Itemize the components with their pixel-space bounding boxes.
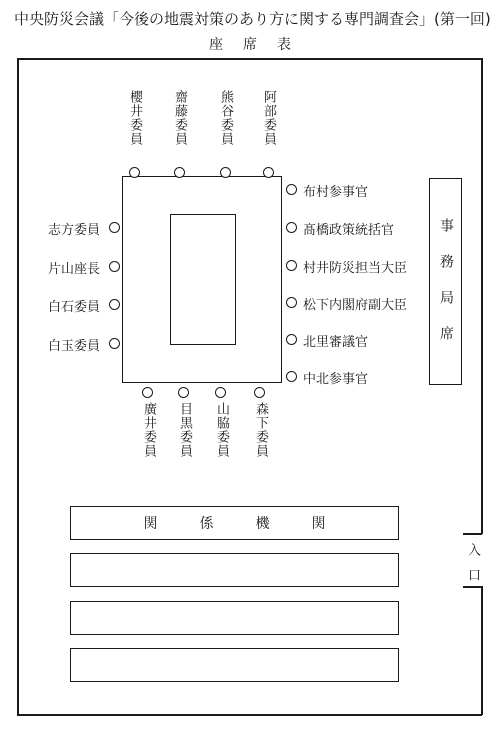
seat-label-hiroi: 廣井委員 [141,402,156,458]
seat-marker [109,261,120,272]
page-subtitle: 座席表 [209,37,311,53]
secretariat-label: 事務局席 [438,218,454,362]
seat-label-takahashi: 髙橋政策統括官 [303,223,395,238]
seat-label-matsushita: 松下内閣府副大臣 [303,298,408,313]
related-org-label: 関係機関 [143,516,368,532]
seat-label-abe: 阿部委員 [261,90,276,146]
seat-marker [286,222,297,233]
related-org-row [70,553,399,587]
seat-marker [286,334,297,345]
seat-marker [215,387,226,398]
table-center-panel [170,214,236,345]
seat-marker [109,299,120,310]
seat-label-morishita: 森下委員 [253,402,268,458]
seat-marker [286,184,297,195]
seat-marker [286,297,297,308]
entrance-label: 入口 [465,543,480,593]
seat-marker [254,387,265,398]
seat-label-kumagai: 熊谷委員 [218,90,233,146]
related-org-row [70,506,399,540]
seat-label-shiraishi: 白石委員 [47,300,100,315]
seat-marker [109,222,120,233]
seat-marker [129,167,140,178]
seat-marker [286,260,297,271]
seat-label-murai: 村井防災担当大臣 [303,261,408,276]
seat-marker [109,338,120,349]
seat-marker [142,387,153,398]
page-title: 中央防災会議「今後の地震対策のあり方に関する専門調査会」(第一回) [14,10,491,28]
seat-label-nakakita: 中北参事官 [303,372,369,387]
seat-marker [174,167,185,178]
seat-label-nunomura: 布村参事官 [303,185,369,200]
seat-label-shiratama: 白玉委員 [47,339,100,354]
seat-marker [178,387,189,398]
seat-label-katayama: 片山座長 [47,262,100,277]
seat-label-saito: 齋藤委員 [172,90,187,146]
seat-marker [220,167,231,178]
seat-marker [286,371,297,382]
seat-label-sakurai: 櫻井委員 [127,90,142,146]
related-org-row [70,648,399,682]
related-org-row [70,601,399,635]
seat-label-meguro: 目黒委員 [177,402,192,458]
seat-marker [263,167,274,178]
seat-label-yamawaki: 山脇委員 [214,402,229,458]
seat-label-kitazato: 北里審議官 [303,335,369,350]
seat-label-shikata: 志方委員 [47,223,100,238]
